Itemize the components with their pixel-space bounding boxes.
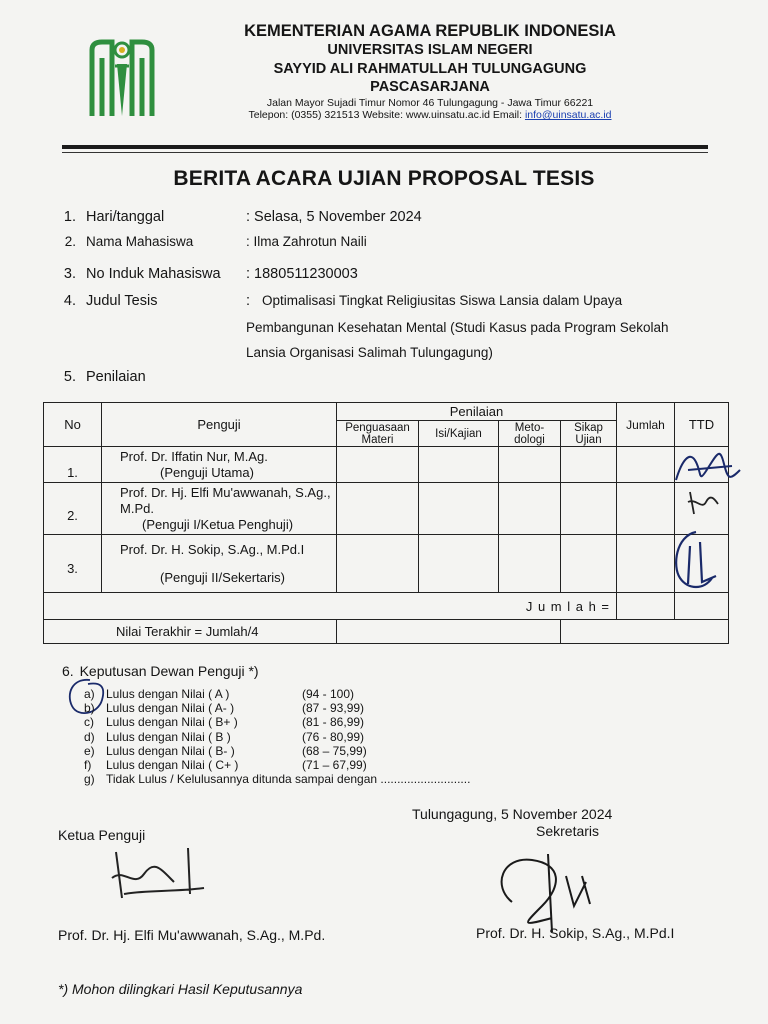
address: Jalan Mayor Sujadi Timur Nomor 46 Tulungagung - Jawa Timur 66221 [266, 97, 594, 109]
header-rule-thin [62, 152, 708, 153]
examiner-cell [102, 483, 337, 535]
examiner-name: Prof. Dr. Hj. Elfi Mu'awwanah, S.Ag., M.Pd. [120, 484, 331, 516]
header-isi: Isi/Kajian [419, 421, 499, 447]
field-value-name: : Ilma Zahrotun Naili [246, 234, 367, 249]
document-title: BERITA ACARA UJIAN PROPOSAL TESIS [173, 167, 595, 190]
score-cell [617, 447, 675, 483]
field-value-nim: : 1880511230003 [246, 266, 358, 282]
option-letter: e) [84, 743, 95, 758]
contact-line [160, 109, 700, 121]
section-label-assessment: Penilaian [86, 369, 146, 385]
final-score-cell [337, 620, 561, 644]
score-cell [337, 447, 419, 483]
option-letter: b) [84, 701, 95, 716]
header-penguji: Penguji [102, 403, 337, 447]
option-text: Lulus dengan Nilai ( A ) [106, 687, 230, 701]
field-num: 2. [64, 234, 76, 249]
field-num: 3. [63, 266, 76, 282]
option-text: Lulus dengan Nilai ( B ) [106, 729, 231, 744]
field-label-title: Judul Tesis [86, 293, 158, 309]
decision-option [84, 701, 564, 715]
option-text: Lulus dengan Nilai ( B- ) [106, 743, 235, 758]
thesis-title-line: Lansia Organisasi Salimah Tulungagung) [246, 345, 493, 360]
option-text: Lulus dengan Nilai ( C+ ) [106, 758, 239, 773]
header-no: No [44, 403, 102, 447]
examiner-name: Prof. Dr. Iffatin Nur, M.Ag. [120, 448, 268, 464]
contact-text: Telepon: (0355) 321513 Website: www.uinsatu.ac.id Email: [248, 109, 525, 121]
header-sikap: Sikap Ujian [561, 421, 617, 447]
signature-examiner-2 [684, 484, 724, 525]
chair-title: Ketua Penguji [58, 827, 146, 843]
header-penilaian: Penilaian [337, 403, 617, 421]
field-label-date: Hari/tanggal [86, 209, 165, 225]
score-cell [337, 483, 419, 535]
option-range: (76 - 80,99) [302, 729, 365, 744]
option-range: (81 - 86,99) [302, 715, 365, 730]
header-rule-thick [62, 145, 708, 149]
option-range: (71 – 67,99) [302, 758, 367, 773]
table-row [44, 447, 729, 483]
row-number: 1. [44, 447, 102, 483]
decision-option [84, 772, 564, 786]
decision-option [84, 730, 564, 744]
thesis-title-line: Pembangunan Kesehatan Mental (Studi Kasus pada Program Sekolah [246, 320, 669, 335]
place-date: Tulungagung, 5 November 2024 [412, 806, 613, 822]
decision-option [84, 687, 564, 701]
section-num: 5. [63, 369, 76, 385]
final-score-cell-2 [561, 620, 729, 644]
field-num: 4. [63, 293, 76, 309]
option-range: (94 - 100) [302, 687, 355, 701]
signature-chair [104, 838, 224, 913]
score-cell [561, 447, 617, 483]
option-range: (87 - 93,99) [302, 701, 365, 716]
examiner-name: Prof. Dr. H. Sokip, S.Ag., M.Pd.I [120, 541, 305, 557]
decision-options [84, 687, 564, 786]
header-ttd: TTD [675, 403, 729, 447]
examiner-cell [102, 447, 337, 483]
header-jumlah: Jumlah [617, 403, 675, 447]
faculty-name: PASCASARJANA [370, 79, 490, 95]
option-letter: c) [84, 715, 94, 730]
chair-name: Prof. Dr. Hj. Elfi Mu'awwanah, S.Ag., M.Pd. [58, 927, 326, 943]
field-value-date: : Selasa, 5 November 2024 [246, 209, 422, 225]
examiner-role: (Penguji Utama) [160, 464, 254, 480]
university-name-2: SAYYID ALI RAHMATULLAH TULUNGAGUNG [273, 61, 587, 77]
assessment-table [43, 402, 729, 644]
final-score-label: Nilai Terakhir = Jumlah/4 [44, 620, 337, 644]
score-cell [419, 535, 499, 593]
university-logo [86, 36, 158, 118]
header-penguasaan: Penguasaan Materi [337, 421, 419, 447]
option-range: (68 – 75,99) [302, 743, 367, 758]
field-num: 1. [63, 209, 76, 225]
section-num: 6. [62, 663, 74, 679]
ministry-name: KEMENTERIAN AGAMA REPUBLIK INDONESIA [244, 22, 616, 40]
option-text: Lulus dengan Nilai ( B+ ) [106, 715, 238, 730]
option-letter: a) [84, 687, 95, 701]
field-label-nim: No Induk Mahasiswa [86, 266, 221, 282]
table-row [44, 535, 729, 593]
score-cell [561, 535, 617, 593]
field-label-name: Nama Mahasiswa [86, 234, 194, 249]
header-metodologi: Meto- dologi [499, 421, 561, 447]
secretary-title: Sekretaris [536, 823, 600, 839]
option-letter: d) [84, 729, 95, 744]
score-cell [499, 535, 561, 593]
score-cell [499, 483, 561, 535]
option-text: Lulus dengan Nilai ( A- ) [106, 701, 235, 716]
score-cell [561, 483, 617, 535]
table-row [44, 483, 729, 535]
examiner-cell [102, 535, 337, 593]
section-label-decision: Keputusan Dewan Penguji *) [79, 663, 259, 679]
total-label: J u m l a h = [44, 593, 617, 620]
option-text: Tidak Lulus / Kelulusannya ditunda sampai dengan ........................... [106, 772, 471, 787]
option-letter: f) [84, 758, 92, 773]
score-cell [499, 447, 561, 483]
score-cell [337, 535, 419, 593]
row-number: 2. [44, 483, 102, 535]
thesis-title-line: Optimalisasi Tingkat Religiusitas Siswa Lansia dalam Upaya [262, 293, 623, 308]
decision-option [84, 758, 564, 772]
score-cell [419, 447, 499, 483]
examiner-role: (Penguji II/Sekertaris) [160, 569, 285, 585]
footnote: *) Mohon dilingkari Hasil Keputusannya [58, 981, 303, 997]
decision-option [84, 715, 564, 729]
signature-examiner-3 [666, 526, 732, 601]
row-number: 3. [44, 535, 102, 593]
score-cell [419, 483, 499, 535]
option-letter: g) [84, 772, 95, 787]
field-colon: : [246, 293, 251, 309]
university-name: UNIVERSITAS ISLAM NEGERI [327, 42, 533, 58]
decision-option [84, 744, 564, 758]
examiner-role: (Penguji I/Ketua Penghuji) [142, 516, 294, 532]
email-link[interactable]: info@uinsatu.ac.id [524, 109, 612, 121]
secretary-name: Prof. Dr. H. Sokip, S.Ag., M.Pd.I [476, 925, 675, 941]
